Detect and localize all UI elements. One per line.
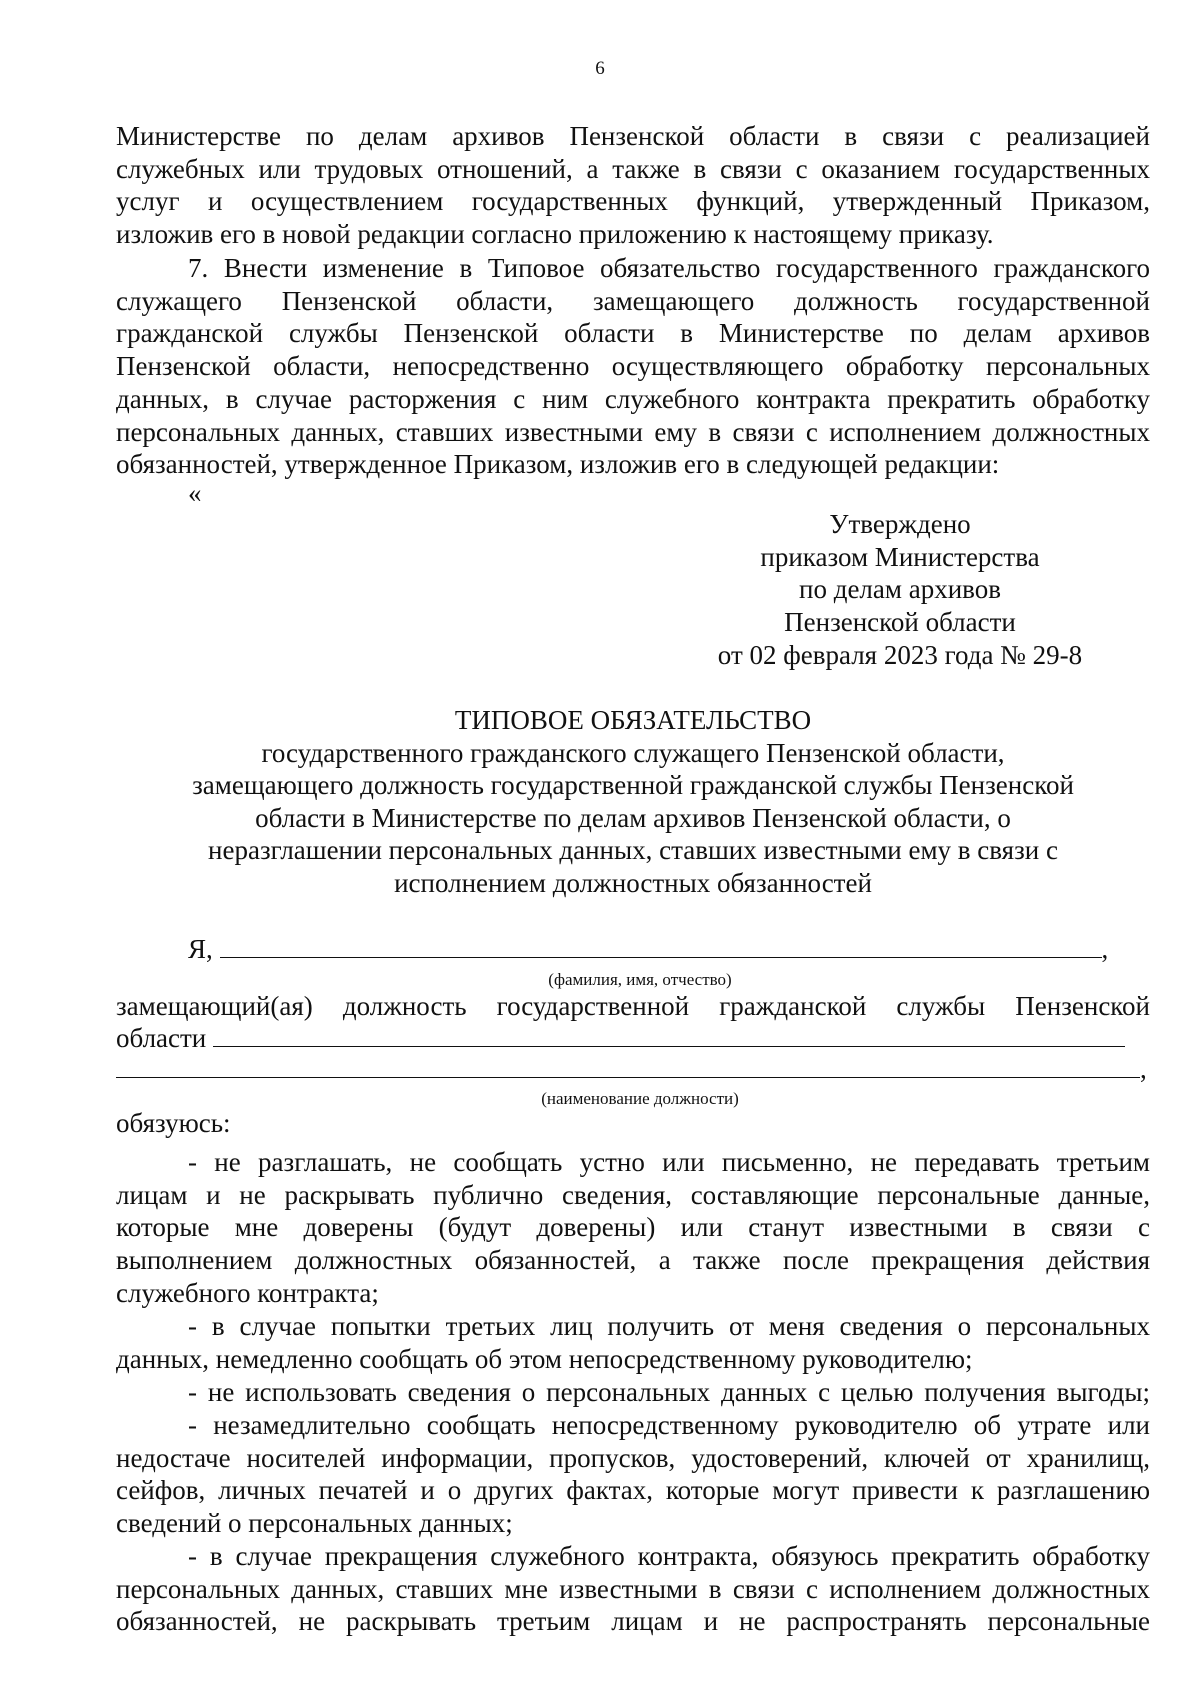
item-7-line: гражданской службы Пензенской области в Министерстве по делам архивов xyxy=(116,318,1150,349)
title-line: неразглашении персональных данных, ставших известными ему в связи с xyxy=(208,835,1058,865)
obligation-line: недостаче носителей информации, пропусков, удостоверений, ключей от хранилищ, xyxy=(116,1442,1150,1473)
intro-paragraph xyxy=(116,120,1150,251)
title-heading: ТИПОВОЕ ОБЯЗАТЕЛЬСТВО xyxy=(454,705,812,735)
obligation-line: - не разглашать, не сообщать устно или письменно, не передавать третьим xyxy=(188,1147,1150,1177)
obligation-line: - в случае прекращения служебного контракта, обязуюсь прекратить обработку xyxy=(188,1541,1150,1571)
approval-block xyxy=(680,508,1120,672)
document-title xyxy=(116,704,1150,899)
item-7-line: 7. Внести изменение в Типовое обязательство государственного гражданского xyxy=(188,253,1150,283)
item-7-line: данных, в случае расторжения с ним служебного контракта прекратить обработку xyxy=(116,383,1150,414)
intro-line: изложив его в новой редакции согласно приложению к настоящему приказу. xyxy=(116,219,994,250)
obligation-line: обязанностей, не раскрывать третьим лицам и не распространять персональные xyxy=(116,1606,1150,1637)
obligation-item xyxy=(116,1310,1150,1375)
intro-line: служебных или трудовых отношений, а также в связи с оказанием государственных xyxy=(116,153,1150,184)
obligation-line: сейфов, личных печатей и о других фактах, которые могут привести к разглашению xyxy=(116,1475,1150,1506)
approval-line: по делам архивов xyxy=(799,574,1001,605)
approval-date: от 02 февраля 2023 года № 29-8 xyxy=(717,639,1083,670)
obligation-line: - в случае попытки третьих лиц получить от меня сведения о персональных xyxy=(188,1311,1150,1341)
obligation-line: сведений о персональных данных; xyxy=(116,1508,513,1539)
obligation-line: служебного контракта; xyxy=(116,1277,379,1308)
item-7-line: Пензенской области, непосредственно осуществляющего обработку персональных xyxy=(116,351,1150,382)
position-caption: (наименование должности) xyxy=(541,1089,739,1108)
position-paragraph xyxy=(116,990,1150,1023)
obligation-item xyxy=(116,1376,1150,1409)
ya-label: Я, xyxy=(188,934,213,964)
fio-caption: (фамилия, имя, отчество) xyxy=(548,970,732,989)
intro-line: услуг и осуществлением государственных функций, утвержденный Приказом, xyxy=(116,186,1150,217)
position-row-2 xyxy=(116,1054,1150,1085)
oblasti-row xyxy=(116,1023,1150,1054)
title-line: исполнением должностных обязанностей xyxy=(394,867,872,898)
open-quote: « xyxy=(188,478,202,508)
item-7-line: обязанностей, утвержденное Приказом, изложив его в следующей редакции: xyxy=(116,449,1000,480)
fio-comma: , xyxy=(1101,934,1109,964)
obligate-label: обязуюсь: xyxy=(116,1108,231,1138)
intro-line: Министерстве по делам архивов Пензенской области в связи с реализацией xyxy=(116,121,1150,151)
fio-blank-line[interactable] xyxy=(220,935,1102,958)
obligation-line: которые мне доверены (будут доверены) или станут известными в связи с xyxy=(116,1212,1150,1243)
obligation-line: данных, немедленно сообщать об этом непосредственному руководителю; xyxy=(116,1343,973,1374)
position-blank-line-1[interactable] xyxy=(213,1024,1125,1047)
position-line: замещающий(ая) должность государственной гражданской службы Пензенской xyxy=(116,991,1150,1021)
obligation-line: персональных данных, ставших мне известными в связи с исполнением должностных xyxy=(116,1573,1150,1604)
obligation-line: выполнением должностных обязанностей, а также после прекращения действия xyxy=(116,1245,1150,1276)
fio-row xyxy=(188,934,1150,965)
obligation-line: лицам и не раскрывать публично сведения, составляющие персональные данные, xyxy=(116,1179,1150,1210)
title-line: области в Министерстве по делам архивов Пензенской области, о xyxy=(255,802,1011,833)
page-number: 6 xyxy=(595,58,605,79)
approval-line: приказом Министерства xyxy=(760,541,1040,572)
title-line: замещающего должность государственной гражданской службы Пензенской xyxy=(192,770,1074,800)
approval-line: Пензенской области xyxy=(784,607,1016,638)
position-comma: , xyxy=(1140,1054,1147,1084)
obligation-item xyxy=(116,1146,1150,1310)
oblasti-label: области xyxy=(116,1023,207,1053)
obligation-line: - не использовать сведения о персональных данных с целью получения выгоды; xyxy=(188,1377,1150,1407)
position-blank-line-2[interactable] xyxy=(116,1055,1140,1078)
item-7-paragraph xyxy=(116,252,1150,481)
item-7-line: служащего Пензенской области, замещающего должность государственной xyxy=(116,285,1150,316)
obligation-item xyxy=(116,1540,1150,1638)
approval-line: Утверждено xyxy=(829,509,971,539)
title-line: государственного гражданского служащего Пензенской области, xyxy=(261,737,1005,768)
item-7-line: персональных данных, ставших известными ему в связи с исполнением должностных xyxy=(116,416,1150,447)
obligation-item xyxy=(116,1409,1150,1540)
obligation-line: - незамедлительно сообщать непосредственному руководителю об утрате или xyxy=(188,1410,1150,1440)
